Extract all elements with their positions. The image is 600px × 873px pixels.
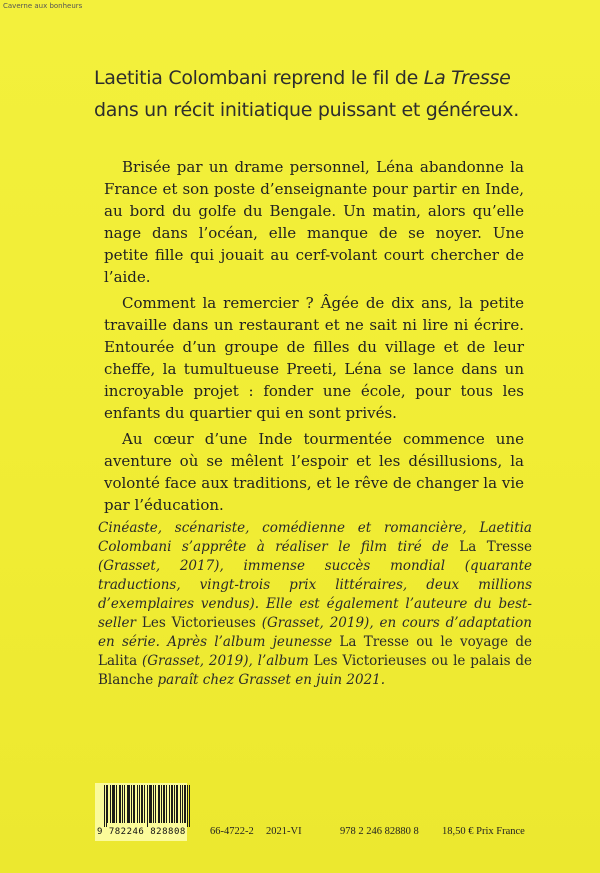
barcode-bar <box>144 785 145 823</box>
barcode-bar <box>182 785 183 823</box>
edition-code: 66-4722-2 <box>210 826 254 837</box>
barcode-bar <box>127 785 128 823</box>
edition-date: 2021-VI <box>266 826 302 837</box>
barcode-bar <box>177 785 178 823</box>
barcode-bar <box>139 785 140 823</box>
barcode-bar <box>172 785 173 823</box>
barcode-bar <box>113 785 114 823</box>
barcode-bar <box>163 785 164 823</box>
barcode-bar <box>131 785 132 823</box>
barcode-bar <box>122 785 123 823</box>
barcode-bar <box>150 785 151 823</box>
barcode-bar <box>158 785 159 823</box>
barcode-bar <box>151 785 152 823</box>
barcode-bar <box>134 785 135 823</box>
bio-text: Cinéaste, scénariste, comédienne et romancière, Laetitia Colombani s’apprête à réaliser le film tiré de <box>98 520 532 555</box>
barcode-bar <box>106 785 107 827</box>
barcode-bar <box>141 785 142 823</box>
bio-text: (Grasset, 2017), immense succès mondial (quarante traductions, vingt-trois prix littéraires, deux millions d’exemplaires vendus). Elle est également l’auteure du best-seller <box>98 558 532 631</box>
barcode-bar <box>129 785 130 823</box>
barcode-icon <box>104 785 190 827</box>
bio-book-title: La Tresse ou le voyage de Lalita <box>98 634 532 669</box>
barcode-bar <box>149 785 150 823</box>
barcode-bar <box>120 785 121 823</box>
barcode-bar <box>133 785 134 823</box>
barcode-bar <box>174 785 175 823</box>
bio-book-title: La Tresse <box>459 539 532 555</box>
isbn: 978 2 246 82880 8 <box>340 826 419 837</box>
author-bio <box>98 519 532 690</box>
barcode-bar <box>180 785 181 823</box>
barcode-bar <box>137 785 138 823</box>
barcode-bar <box>119 785 120 823</box>
bio-text: paraît chez Grasset en juin 2021. <box>153 672 386 688</box>
barcode-bar <box>169 785 170 823</box>
barcode-digits: 9 782246 828808 <box>97 827 186 837</box>
barcode-bar <box>104 785 105 827</box>
headline-prefix: Laetitia Colombani reprend le fil de <box>94 67 424 89</box>
bio-text: (Grasset, 2019), l’album <box>137 653 314 669</box>
barcode-bar <box>124 785 125 823</box>
headline-book-title: La Tresse <box>423 67 511 89</box>
barcode-bar <box>107 785 108 823</box>
barcode-bar <box>159 785 160 823</box>
price: 18,50 € Prix France <box>442 826 525 837</box>
barcode-bar <box>142 785 143 823</box>
headline <box>94 62 544 126</box>
bio-book-title: Les Victorieuses ou le palais de Blanche <box>98 653 532 688</box>
barcode-bar <box>153 785 154 823</box>
barcode-bar <box>187 785 188 827</box>
barcode-bar <box>176 785 177 823</box>
summary <box>104 156 524 520</box>
barcode-bar <box>110 785 111 823</box>
barcode-bar <box>128 785 129 823</box>
barcode-bar <box>155 785 156 823</box>
barcode-bar <box>164 785 165 823</box>
headline-line-1 <box>94 62 544 94</box>
barcode-bar <box>116 785 117 823</box>
bio-book-title: Les Victorieuses <box>141 615 256 631</box>
barcode-bar <box>189 785 190 827</box>
barcode-bar <box>166 785 167 823</box>
watermark-text: Caverne aux bonheurs <box>3 2 83 10</box>
barcode-bar <box>114 785 115 823</box>
summary-paragraph: Brisée par un drame personnel, Léna abandonne la France et son poste d’enseignante pour partir en Inde, au bord du golfe du Bengale. Un matin, alors qu’elle nage dans l’océan, elle manque de se noyer. Une petite fille qui jouait au cerf-volant court chercher de l’aide. <box>104 158 524 286</box>
summary-paragraph: Comment la remercier ? Âgée de dix ans, la petite travaille dans un restaurant et ne sait ni lire ni écrire. Entourée d’un groupe de filles du village et de leur cheffe, la tumultueuse Preeti, Léna se lance dans un incroyable projet : fonder une école, pour tous les enfants du quartier qui en sont privés. <box>104 294 524 422</box>
barcode-bar <box>161 785 162 823</box>
bio-text: (Grasset, 2019), en cours d’adaptation en série. Après l’album jeunesse <box>98 615 532 650</box>
summary-paragraph: Au cœur d’une Inde tourmentée commence une aventure où se mêlent l’espoir et les désillusions, la volonté face aux traditions, et le rêve de changer la vie par l’éducation. <box>104 430 524 514</box>
barcode-bar <box>171 785 172 823</box>
barcode-bar <box>147 785 148 827</box>
headline-line-2: dans un récit initiatique puissant et généreux. <box>94 99 519 121</box>
barcode-bar <box>184 785 185 823</box>
barcode-bar <box>112 785 113 823</box>
barcode-bar <box>185 785 186 823</box>
